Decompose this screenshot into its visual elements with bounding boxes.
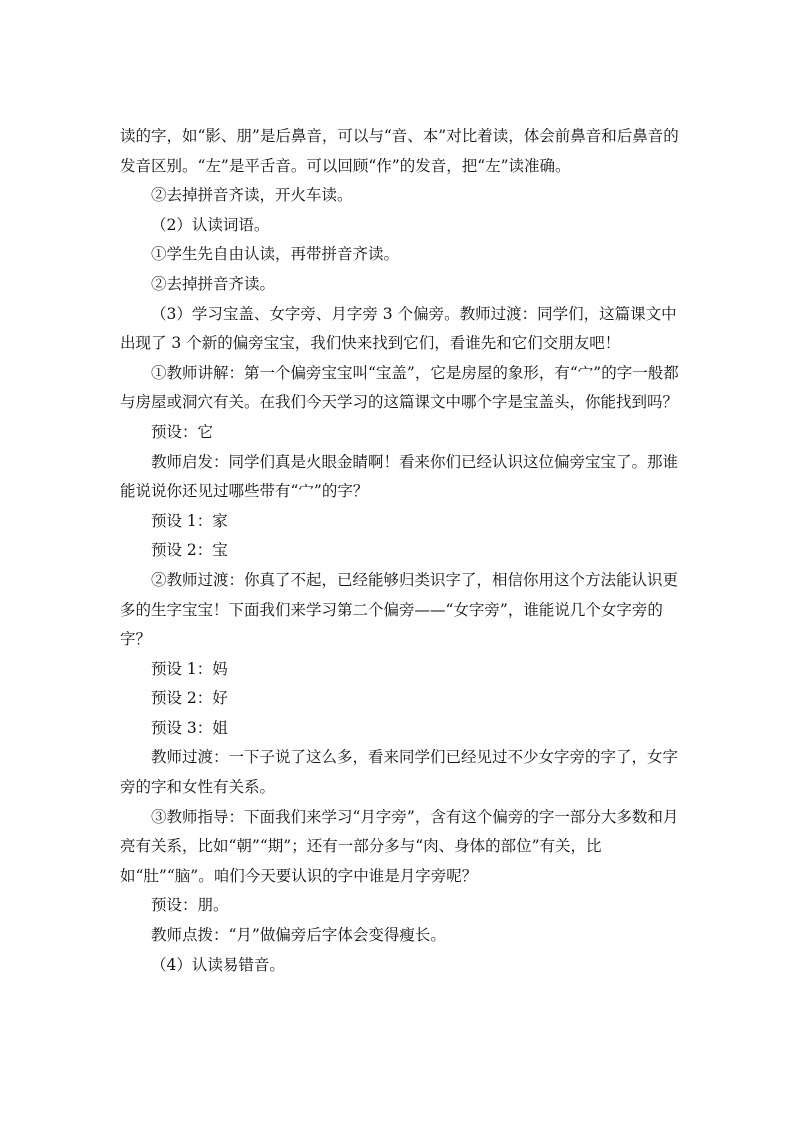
paragraph-preset-jie: 预设 3：姐 [151,718,228,737]
paragraph-preset-hao: 预设 2：好 [151,689,228,708]
paragraph-preset-bao: 预设 2：宝 [151,541,228,560]
document-body [120,122,680,980]
paragraph-step-free-reading: ①学生先自由认读，再带拼音齐读。 [151,245,400,264]
paragraph-preset-ma: 预设 1：妈 [151,659,228,678]
paragraph-step-group-reading: ②去掉拼音齐读。 [151,274,276,293]
paragraph-teacher-prompt-roof: 教师启发：同学们真是火眼金睛啊！看来你们已经认识这位偏旁宝宝了。那谁能说说你还见过哪些带有“宀”的字？ [120,452,679,501]
paragraph-radical-female: ②教师过渡：你真了不起，已经能够归类识字了，相信你用这个方法能认识更多的生字宝宝！下面我们来学习第二个偏旁——“女字旁”，谁能说几个女字旁的字？ [120,570,679,649]
paragraph-heading-read-words: （2）认读词语。 [151,215,270,234]
paragraph-preset-peng: 预设：朋。 [151,896,229,915]
paragraph-heading-error-prone-sounds: （4）认读易错音。 [151,955,285,974]
paragraph-pronunciation-note: 读的字，如“影、朋”是后鼻音，可以与“音、本”对比着读，体会前鼻音和后鼻音的发音区别。“左”是平舌音。可以回顾“作”的发音，把“左”读准确。 [120,127,679,175]
paragraph-radical-roof: ①教师讲解：第一个偏旁宝宝叫“宝盖”，它是房屋的象形，有“宀”的字一般都与房屋或洞穴有关。在我们今天学习的这篇课文中哪个字是宝盖头，你能找到吗？ [120,363,679,412]
paragraph-teacher-hint-moon: 教师点拨：“月”做偏旁后字体会变得瘦长。 [151,926,446,945]
paragraph-step-read-without-pinyin: ②去掉拼音齐读，开火车读。 [151,186,353,205]
paragraph-preset-jia: 预设 1：家 [151,511,228,530]
paragraph-heading-radicals: （3）学习宝盖、女字旁、月字旁 3 个偏旁。教师过渡：同学们，这篇课文中出现了 3 个新的偏旁宝宝，我们快来找到它们，看谁先和它们交朋友吧！ [120,304,677,353]
paragraph-radical-moon: ③教师指导：下面我们来学习“月字旁”，含有这个偏旁的字一部分大多数和月亮有关系，比如“朝”“期”；还有一部分多与“肉、身体的部位”有关，比如“肚”“脑”。咱们今天要认识的字中谁是月字旁呢？ [120,807,679,885]
paragraph-preset-ta: 预设：它 [151,422,214,441]
paragraph-teacher-transition-female: 教师过渡：一下子说了这么多，看来同学们已经见过不少女字旁的字了，女字旁的字和女性有关系。 [120,748,679,797]
